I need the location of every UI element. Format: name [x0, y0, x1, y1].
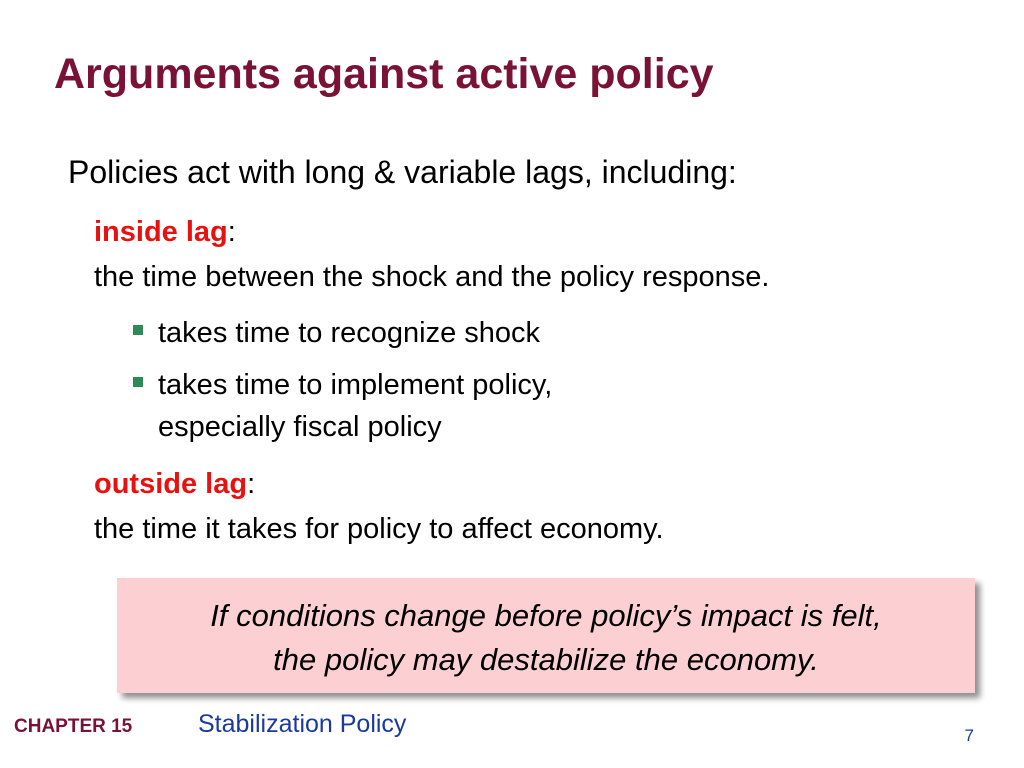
inside-lag-colon: :	[227, 216, 236, 248]
callout-line-1: If conditions change before policy’s impact is felt,	[210, 598, 882, 633]
square-bullet-icon	[133, 377, 143, 387]
page-number: 7	[964, 726, 974, 745]
outside-lag-heading	[94, 462, 664, 507]
bullet-item	[130, 312, 552, 354]
lag-bullet-list	[130, 312, 552, 458]
square-bullet-icon	[133, 325, 143, 335]
slide-title: Arguments against active policy	[54, 50, 714, 98]
inside-lag-block	[94, 210, 769, 300]
outside-lag-term: outside lag	[94, 468, 248, 500]
footer-chapter: CHAPTER 15	[14, 716, 133, 737]
inside-lag-heading	[94, 210, 769, 255]
outside-lag-colon: :	[247, 468, 256, 500]
callout-box	[117, 578, 975, 693]
bullet-item	[130, 364, 552, 448]
callout-line-2: the policy may destabilize the economy.	[273, 642, 819, 677]
outside-lag-block	[94, 462, 664, 552]
bullet-text-continued: especially fiscal policy	[158, 411, 442, 443]
bullet-text: takes time to recognize shock	[158, 317, 541, 349]
bullet-text: takes time to implement policy,	[158, 369, 553, 401]
footer-topic: Stabilization Policy	[198, 710, 407, 738]
inside-lag-definition: the time between the shock and the policy response.	[94, 261, 770, 293]
inside-lag-term: inside lag	[94, 216, 228, 248]
outside-lag-definition: the time it takes for policy to affect economy.	[94, 513, 664, 545]
lead-text: Policies act with long & variable lags, including:	[68, 154, 737, 190]
